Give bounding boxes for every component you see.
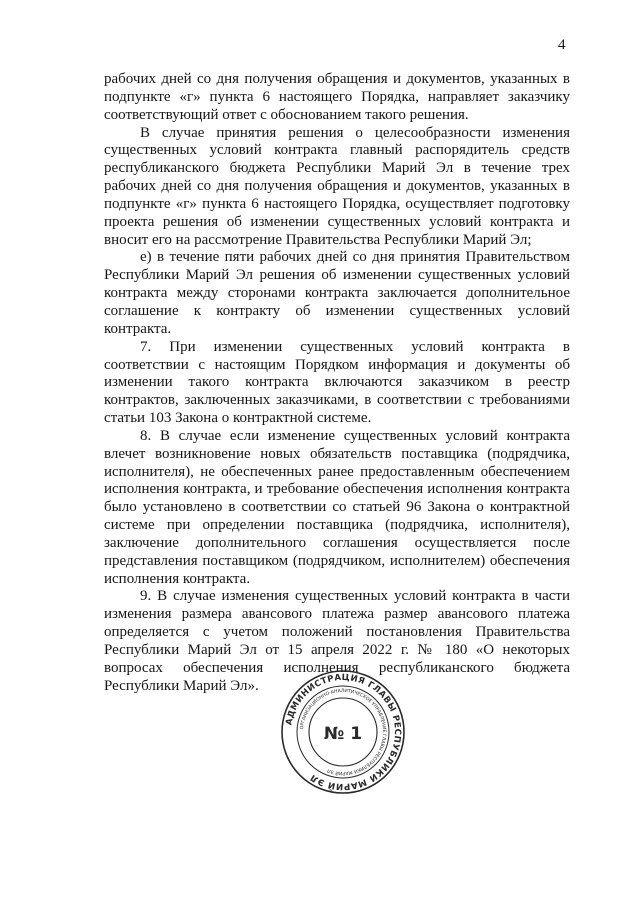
seal-number: № 1 xyxy=(323,724,363,744)
paragraph: 7. При изменении существенных условий контракта в соответствии с настоящим Порядком информация и документы об изменении такого контракта включаются заказчиком в реестр контрактов, заключенных заказчиками, в соответствии с требованиями статьи 103 Закона о контрактной системе. xyxy=(104,338,570,427)
paragraph: рабочих дней со дня получения обращения и документов, указанных в подпункте «г» пункта 6 настоящего Порядка, направляет заказчику соответствующий ответ с обоснованием такого решения. xyxy=(104,71,570,123)
page-number: 4 xyxy=(558,37,566,53)
paragraph: 8. В случае если изменение существенных условий контракта влечет возникновение новых обязательств поставщика (подрядчика, исполнителя), не обеспеченных ранее предоставленным обеспечением исполнения контракта, и требование обеспечения исполнения контракта было установлено в соответствии со статьей 96 Закона о контрактной системе при определении поставщика (подрядчика, исполнителя), заключение дополнительного соглашения осуществляется после представления поставщиком (подрядчиком, исполнителем) обеспечения исполнения контракта. xyxy=(104,427,570,587)
paragraph: е) в течение пяти рабочих дней со дня принятия Правительством Республики Марий Эл решения об изменении существенных условий контракта между сторонами контракта заключается дополнительное соглашение к контракту об изменении существенных условий контракта. xyxy=(104,249,570,337)
official-seal xyxy=(280,669,406,795)
seal-inner-text: ОРГАНИЗАЦИОННО-АНАЛИТИЧЕСКОЕ УПРАВЛЕНИЕ ГЛАВЫ РЕСПУБЛИКИ МАРИЙ ЭЛ xyxy=(300,688,387,776)
document-body xyxy=(104,71,570,696)
seal-outer-text: АДМИНИСТРАЦИЯ ГЛАВЫ РЕСПУБЛИКИ МАРИЙ ЭЛ xyxy=(284,672,403,792)
paragraph: 9. В случае изменения существенных условий контракта в части изменения размера авансового платежа размер авансового платежа определяется с учетом положений постановления Правительства Республики Марий Эл от 15 апреля 2022 г. № 180 «О некоторых вопросах обеспечения исполнения республиканского бюджета Республики Марий Эл». xyxy=(104,588,570,694)
paragraph: В случае принятия решения о целесообразности изменения существенных условий контракта главный распорядитель средств республиканского бюджета Республики Марий Эл в течение трех рабочих дней со дня получения обращения и документов, указанных в подпункте «г» пункта 6 настоящего Порядка, осуществляет подготовку проекта решения об изменении существенных условий контракта и вносит его на рассмотрение Правительства Республики Марий Эл; xyxy=(104,124,570,248)
